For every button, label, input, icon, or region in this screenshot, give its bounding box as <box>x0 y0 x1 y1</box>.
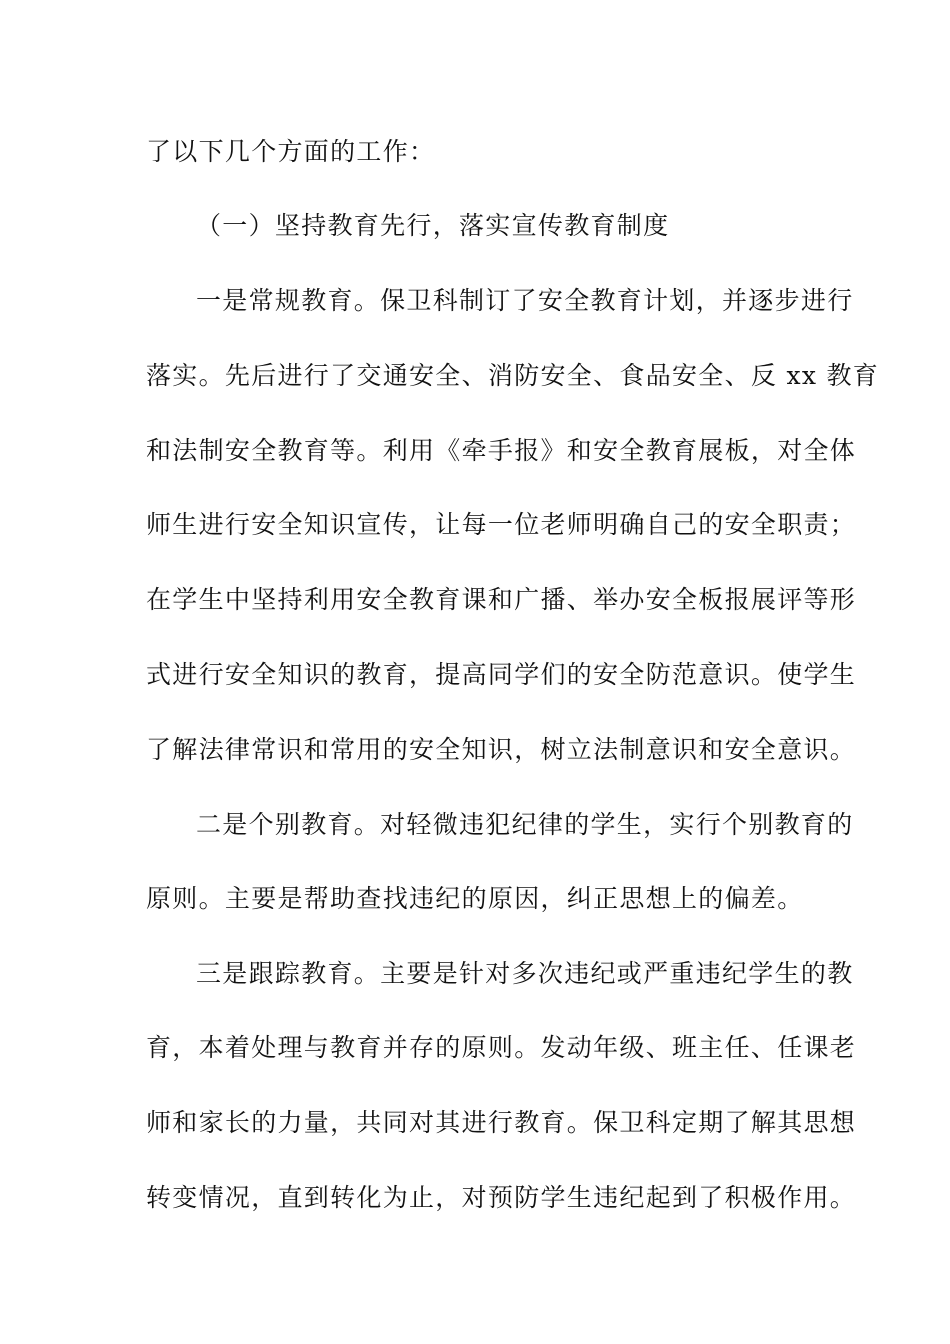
paragraph-line: 师和家长的力量，共同对其进行教育。保卫科定期了解其思想 <box>146 1108 857 1137</box>
section-heading: （一）坚持教育先行，落实宣传教育制度 <box>196 211 670 240</box>
paragraph-line: 转变情况，直到转化为止，对预防学生违纪起到了积极作用。 <box>146 1183 857 1212</box>
paragraph-line: 一是常规教育。保卫科制订了安全教育计划，并逐步进行 <box>196 286 854 315</box>
paragraph-line: 在学生中坚持利用安全教育课和广播、举办安全板报展评等形 <box>146 585 857 614</box>
paragraph-line: 式进行安全知识的教育，提高同学们的安全防范意识。使学生 <box>146 660 857 689</box>
paragraph-line: 育，本着处理与教育并存的原则。发动年级、班主任、任课老 <box>146 1033 857 1062</box>
paragraph-line: 了解法律常识和常用的安全知识，树立法制意识和安全意识。 <box>146 735 857 764</box>
paragraph-line: 落实。先后进行了交通安全、消防安全、食品安全、反 xx 教育 <box>146 361 880 390</box>
paragraph-line: 师生进行安全知识宣传，让每一位老师明确自己的安全职责； <box>146 510 857 539</box>
paragraph-line: 原则。主要是帮助查找违纪的原因，纠正思想上的偏差。 <box>146 884 804 913</box>
paragraph-line: 了以下几个方面的工作： <box>146 137 436 166</box>
paragraph-line: 二是个别教育。对轻微违犯纪律的学生，实行个别教育的 <box>196 810 854 839</box>
paragraph-line: 和法制安全教育等。利用《牵手报》和安全教育展板，对全体 <box>146 436 857 465</box>
paragraph-line: 三是跟踪教育。主要是针对多次违纪或严重违纪学生的教 <box>196 959 854 988</box>
